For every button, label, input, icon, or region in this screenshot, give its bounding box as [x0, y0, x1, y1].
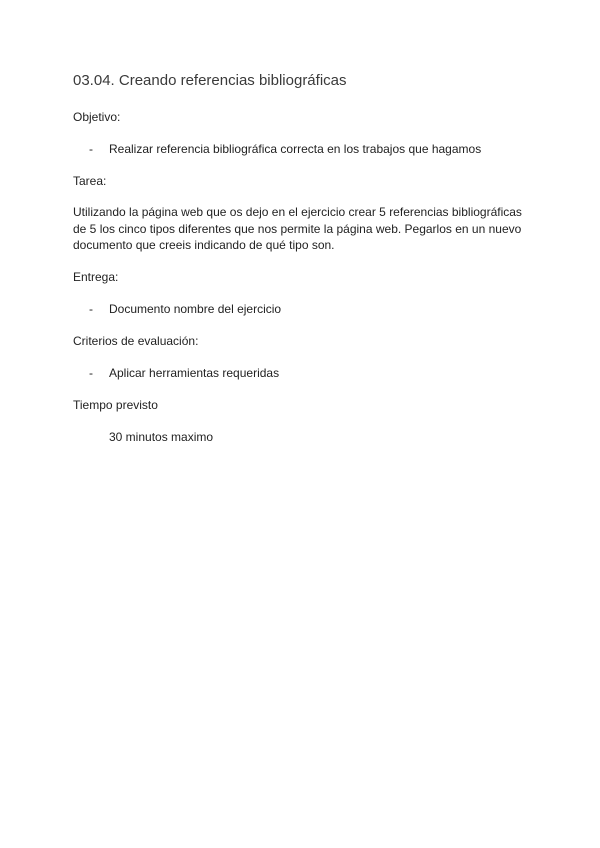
tarea-text: Utilizando la página web que os dejo en el ejercicio crear 5 referencias bibliográficas de 5 los cinco tipos diferentes que nos permite la página web. Pegarlos en un nuevo documento que creeis indicando de qué tipo son. [73, 205, 522, 252]
tarea-label: Tarea: [73, 174, 107, 188]
tiempo-label: Tiempo previsto [73, 398, 158, 412]
bullet-dash: - [89, 302, 93, 316]
criterios-item [89, 366, 279, 380]
tiempo-value: 30 minutos maximo [109, 430, 214, 444]
criterios-label: Criterios de evaluación: [73, 334, 199, 348]
objetivo-label: Objetivo: [73, 110, 121, 124]
entrega-label: Entrega: [73, 270, 119, 284]
entrega-item [89, 302, 281, 316]
entrega-item-text: Documento nombre del ejercicio [109, 302, 282, 316]
objetivo-item-text: Realizar referencia bibliográfica correcta en los trabajos que hagamos [109, 142, 482, 156]
bullet-dash: - [89, 366, 93, 380]
document-title: 03.04. Creando referencias bibliográficas [73, 72, 347, 89]
bullet-dash: - [89, 142, 93, 156]
criterios-item-text: Aplicar herramientas requeridas [109, 366, 280, 380]
objetivo-item [89, 142, 481, 156]
